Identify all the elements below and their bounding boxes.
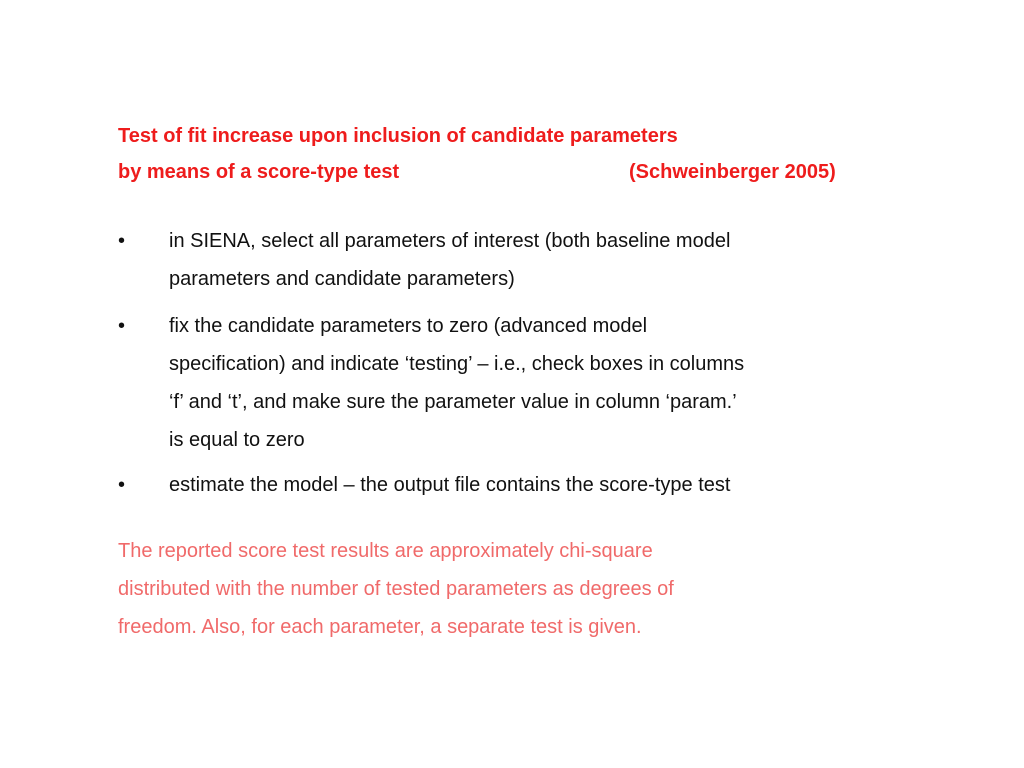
title-citation: (Schweinberger 2005) [629,161,836,183]
bullet-line: estimate the model – the output file contains the score-type test [169,474,731,496]
title-line-2-text: by means of a score-type test [118,161,400,183]
note-line: freedom. Also, for each parameter, a separate test is given. [118,616,642,638]
slide-title [118,118,918,190]
bullet-marker: • [118,315,126,337]
note-paragraph [118,532,878,646]
bullet-line: is equal to zero [169,429,305,451]
note-line: The reported score test results are approximately chi-square [118,540,653,562]
bullet-line: parameters and candidate parameters) [169,268,515,290]
bullet-line: ‘f’ and ‘t’, and make sure the parameter value in column ‘param.’ [169,391,737,413]
bullet-marker: • [118,230,126,252]
note-line: distributed with the number of tested parameters as degrees of [118,578,674,600]
bullet-line: fix the candidate parameters to zero (advanced model [169,315,648,337]
title-line-2 [118,154,918,190]
bullet-line: specification) and indicate ‘testing’ – i.e., check boxes in columns [169,353,745,375]
bullet-marker: • [118,474,126,496]
bullet-text [169,307,919,459]
bullet-line: in SIENA, select all parameters of interest (both baseline model [169,230,731,252]
title-line-1: Test of fit increase upon inclusion of candidate parameters [118,125,678,147]
bullet-text [169,466,919,504]
bullet-text [169,222,919,298]
